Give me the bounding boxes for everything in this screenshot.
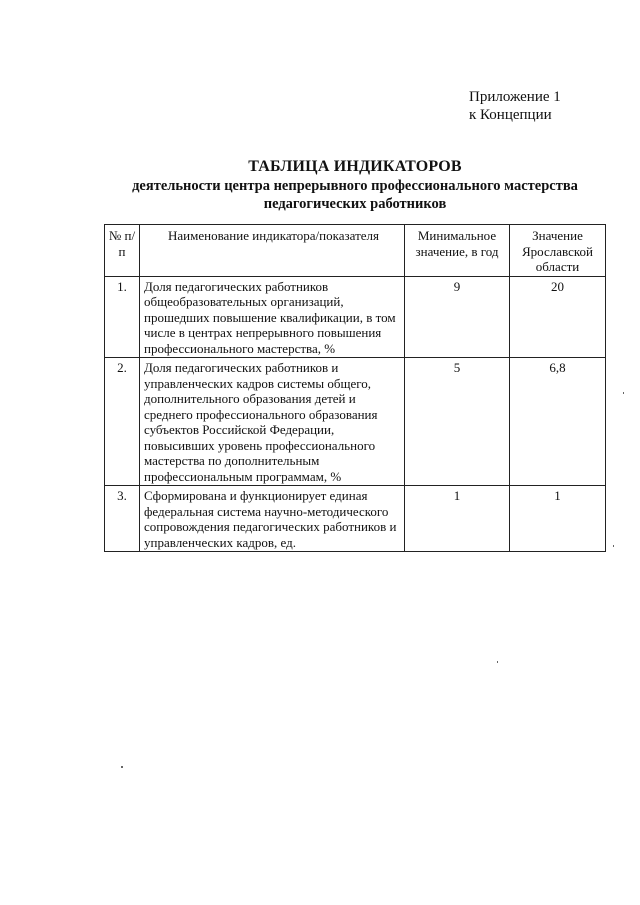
indicator-name: Доля педагогических работников и управленческих кадров системы общего, дополнительного образования детей и среднего профессионального образования субъектов Российской Федерации, повысивших уровень профессионального мастерства по дополнительным профессиональным программам, % — [140, 358, 405, 486]
indicators-table — [104, 224, 606, 552]
row-number: 2. — [105, 358, 140, 486]
scan-speck — [613, 545, 614, 547]
title-subtitle-line-2: педагогических работников — [263, 196, 447, 212]
scan-speck — [497, 661, 498, 663]
table-header-row — [105, 225, 606, 277]
indicator-name: Доля педагогических работников общеобразовательных организаций, прошедших повышение квалификации, в том числе в центрах непрерывного повышения профессионального мастерства, % — [140, 276, 405, 358]
minimum-value: 1 — [405, 486, 510, 552]
row-number: 3. — [105, 486, 140, 552]
scan-speck — [121, 766, 123, 768]
region-value: 20 — [510, 276, 606, 358]
region-value: 1 — [510, 486, 606, 552]
minimum-value: 5 — [405, 358, 510, 486]
table-row — [105, 486, 606, 552]
appendix-reference: к Концепции — [469, 107, 552, 123]
table-row — [105, 276, 606, 358]
header-indicator-name: Наименование индикатора/показателя — [140, 225, 405, 277]
header-minimum-value: Минимальное значение, в год — [405, 225, 510, 277]
scan-speck — [623, 392, 624, 394]
header-region-value: Значение Ярославской области — [510, 225, 606, 277]
row-number: 1. — [105, 276, 140, 358]
title-main: ТАБЛИЦА ИНДИКАТОРОВ — [248, 158, 462, 175]
region-value: 6,8 — [510, 358, 606, 486]
minimum-value: 9 — [405, 276, 510, 358]
appendix-note — [469, 88, 561, 124]
title-subtitle-line-1: деятельности центра непрерывного профессионального мастерства — [132, 178, 578, 194]
header-number: № п/п — [105, 225, 140, 277]
table-row — [105, 358, 606, 486]
appendix-number: Приложение 1 — [469, 89, 561, 105]
document-title — [105, 157, 605, 213]
indicator-name: Сформирована и функционирует единая федеральная система научно-методического сопровождения педагогических работников и управленческих кадров, ед. — [140, 486, 405, 552]
